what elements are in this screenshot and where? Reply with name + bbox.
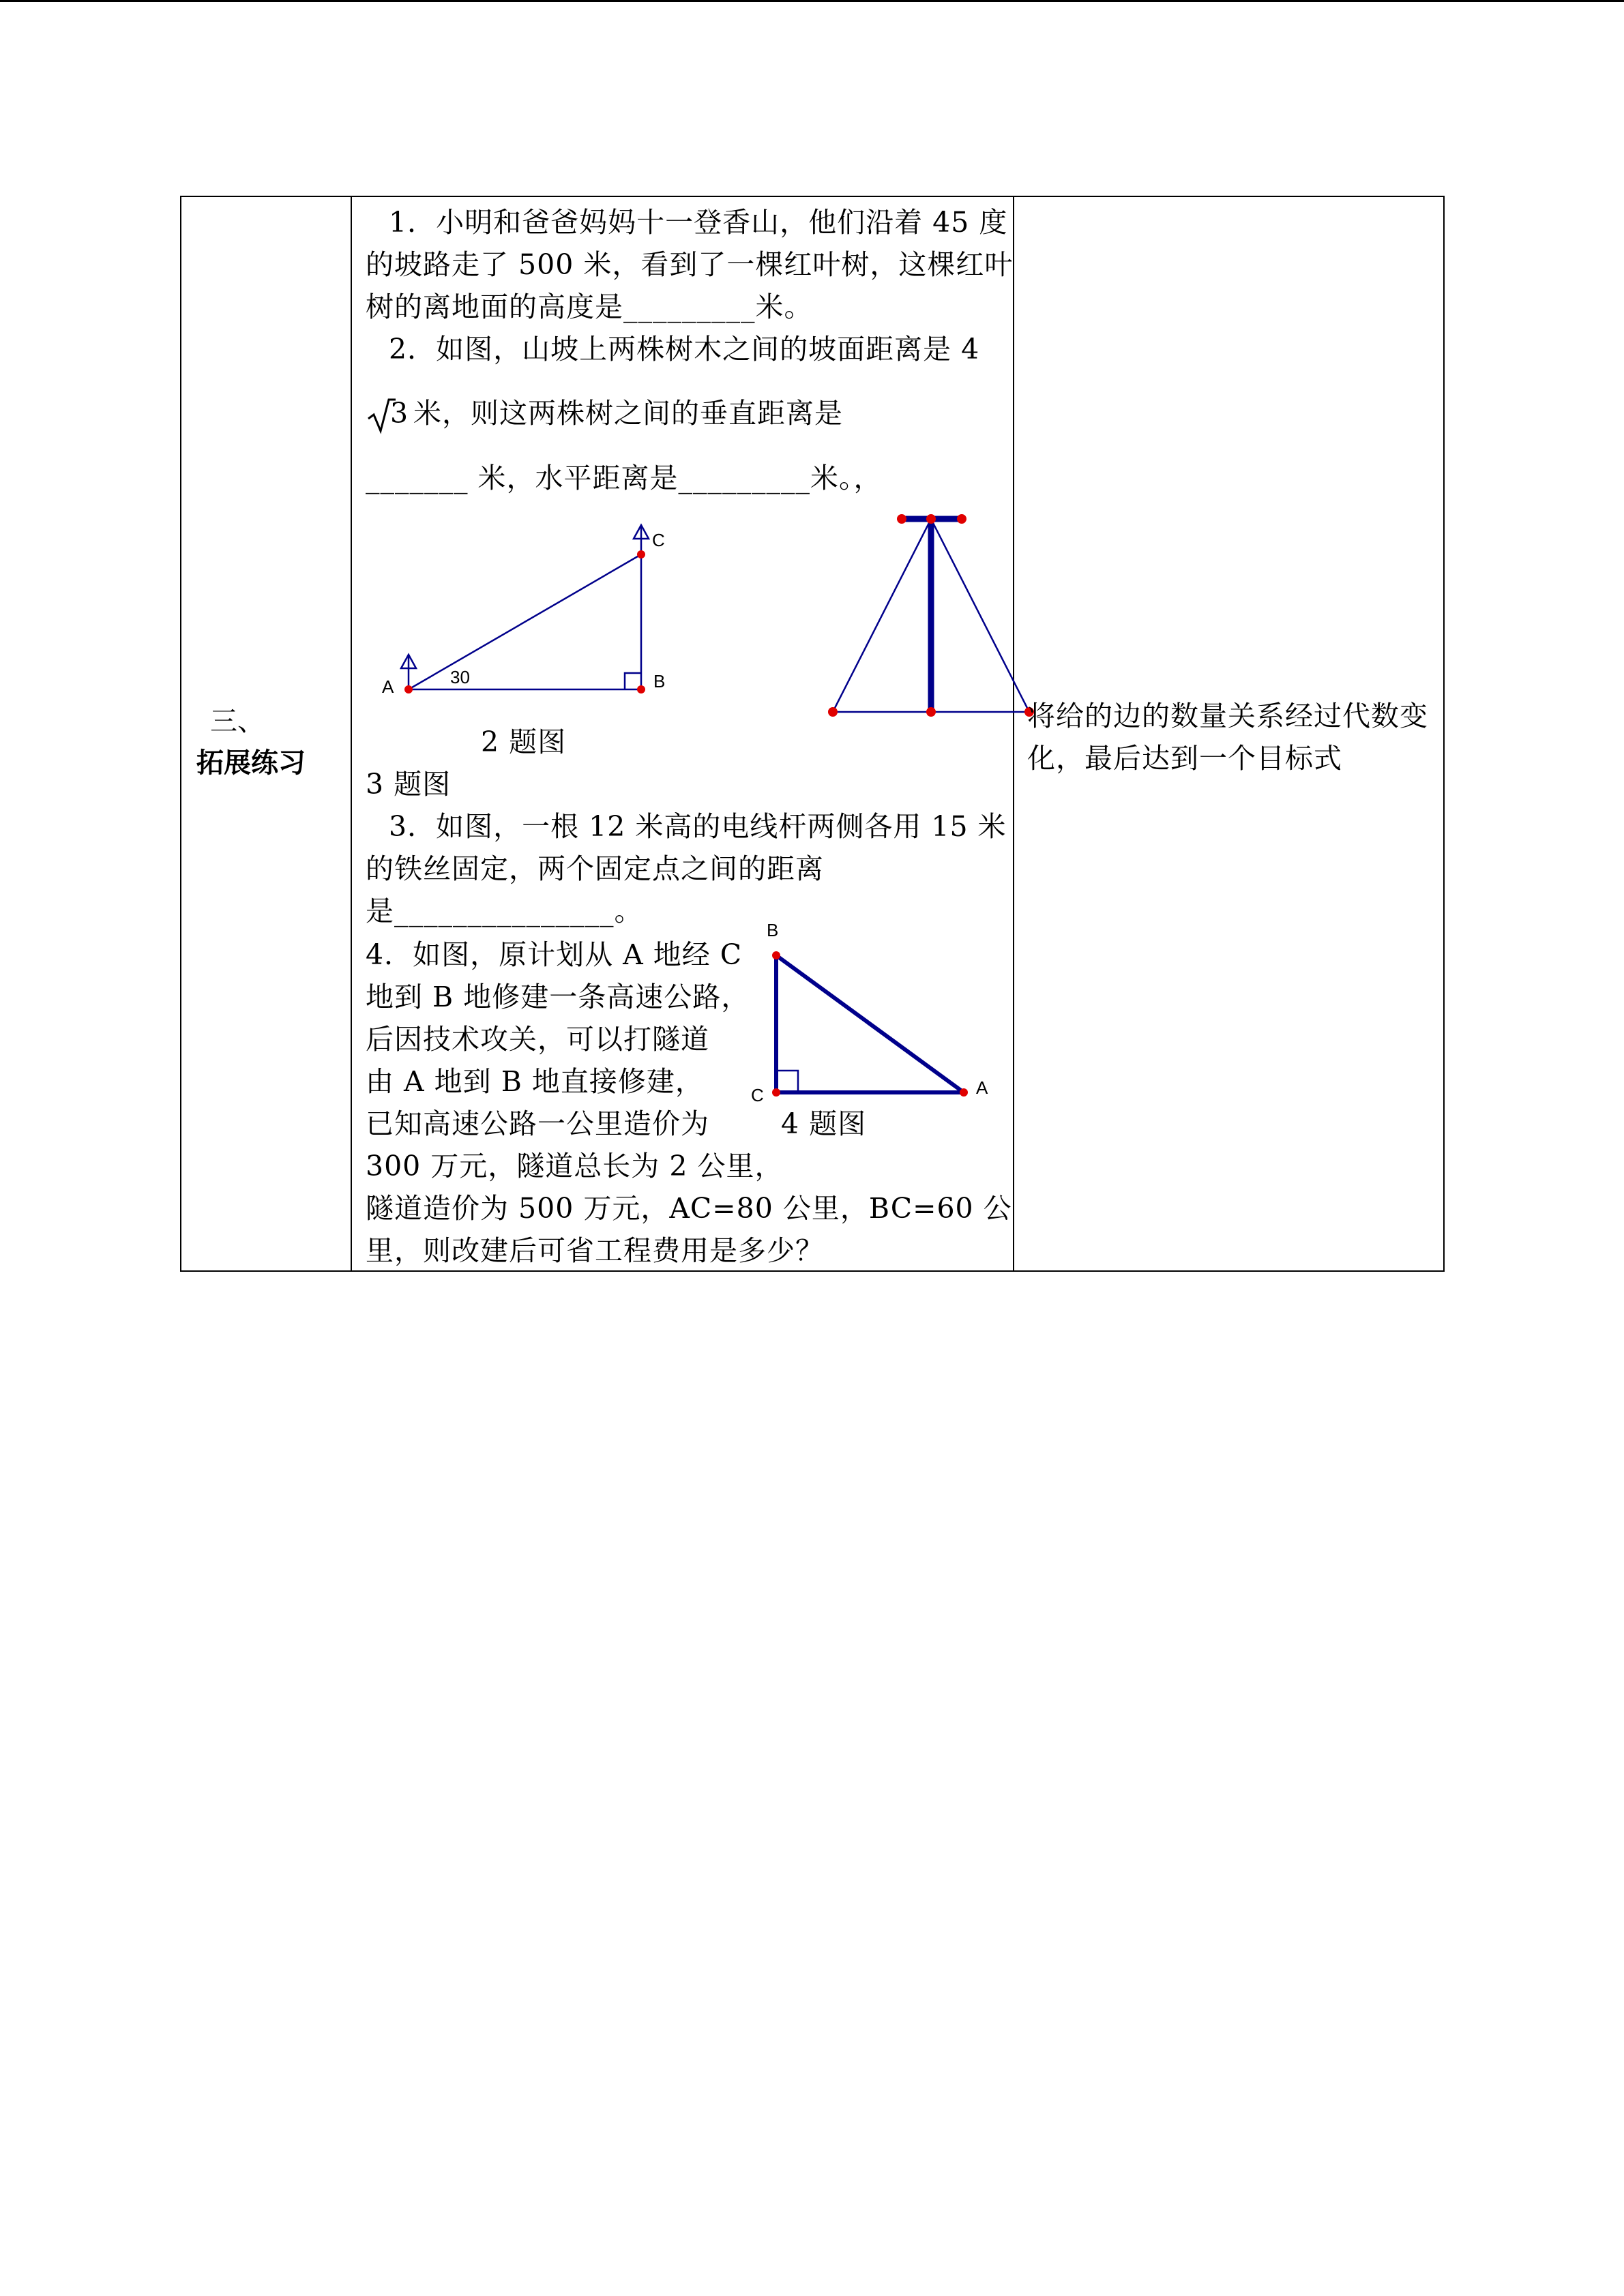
fig4-point-b: [772, 951, 780, 959]
problem-2-line-1: 2．如图，山坡上两株树木之间的坡面距离是 4: [389, 333, 980, 366]
fig4-side-ab: [776, 955, 964, 1092]
page-top-rule: [0, 0, 1624, 2]
section-number: 三、: [210, 706, 265, 737]
fig3-point-pole-top: [926, 514, 936, 524]
fig4-point-a: [960, 1088, 968, 1097]
fig2-hypotenuse: [409, 554, 641, 689]
fig4-label-c: C: [751, 1085, 764, 1105]
figure-3-diagram: [818, 505, 1037, 709]
fig2-point-c: [637, 550, 645, 558]
fig4-label-a: A: [976, 1077, 988, 1098]
fig2-angle-label: 30: [450, 667, 470, 687]
figure-3-caption: 3 题图: [366, 768, 452, 801]
fig2-point-b: [637, 685, 645, 694]
fig4-label-b: B: [767, 920, 779, 940]
fig4-point-c: [772, 1088, 780, 1097]
section-title: 拓展练习: [196, 747, 306, 779]
problem-2-line-2: 米，则这两株树之间的垂直距离是: [413, 397, 843, 430]
table-cell-section: [180, 196, 352, 1272]
problem-2-line-3: _______ 米，水平距离是_________米。，: [366, 462, 883, 494]
fig2-label-c: C: [652, 530, 665, 550]
problem-4-line-6: 300 万元，隧道总长为 2 公里，: [366, 1150, 784, 1182]
figure-2-diagram: [368, 505, 668, 696]
problem-4-line-3: 后因技术攻关，可以打隧道: [366, 1023, 709, 1056]
figure-4-diagram: [743, 914, 989, 1118]
fig3-right-wire: [931, 519, 1029, 712]
problem-1-line-2: 的坡路走了 500 米，看到了一棵红叶树，这棵红叶: [366, 248, 1014, 281]
problem-4-line-7: 隧道造价为 500 万元，AC=80 公里，BC=60 公: [366, 1192, 1012, 1225]
problem-4-line-4: 由 A 地到 B 地直接修建，: [366, 1065, 704, 1098]
notes-line-1: 将给的边的数量关系经过代数变: [1027, 700, 1428, 732]
fig2-label-b: B: [653, 671, 666, 691]
problem-1-line-3: 树的离地面的高度是_________米。: [366, 290, 813, 323]
fig4-right-angle-mark: [776, 1071, 798, 1092]
problem-3-line-3: 是_______________。: [366, 895, 643, 927]
problem-3-line-2: 的铁丝固定，两个固定点之间的距离: [366, 852, 824, 885]
problem-4-line-1: 4．如图，原计划从 A 地经 C: [366, 938, 743, 971]
figure-2-caption: 2 题图: [481, 726, 567, 758]
figure-4-caption: 4 题图: [781, 1107, 867, 1140]
fig2-label-a: A: [382, 676, 394, 697]
fig3-point-crossbar-left: [897, 514, 906, 524]
problem-1-line-1: 1．小明和爸爸妈妈十一登香山，他们沿着 45 度: [389, 206, 1008, 239]
problem-4-line-2: 地到 B 地修建一条高速公路，: [366, 981, 750, 1013]
notes-line-2: 化，最后达到一个目标式: [1027, 742, 1342, 775]
fig3-left-wire: [833, 519, 931, 712]
problem-4-line-5: 已知高速公路一公里造价为: [366, 1107, 709, 1140]
problem-4-line-8: 里，则改建后可省工程费用是多少？: [366, 1234, 824, 1267]
fig3-point-left-anchor: [828, 707, 838, 717]
problem-3-line-1: 3．如图，一根 12 米高的电线杆两侧各用 15 米: [389, 810, 1007, 843]
fig3-point-crossbar-right: [957, 514, 966, 524]
fig2-point-a: [404, 685, 413, 694]
fig3-point-pole-base: [926, 707, 936, 717]
sqrt-radicand: 3: [390, 397, 409, 430]
